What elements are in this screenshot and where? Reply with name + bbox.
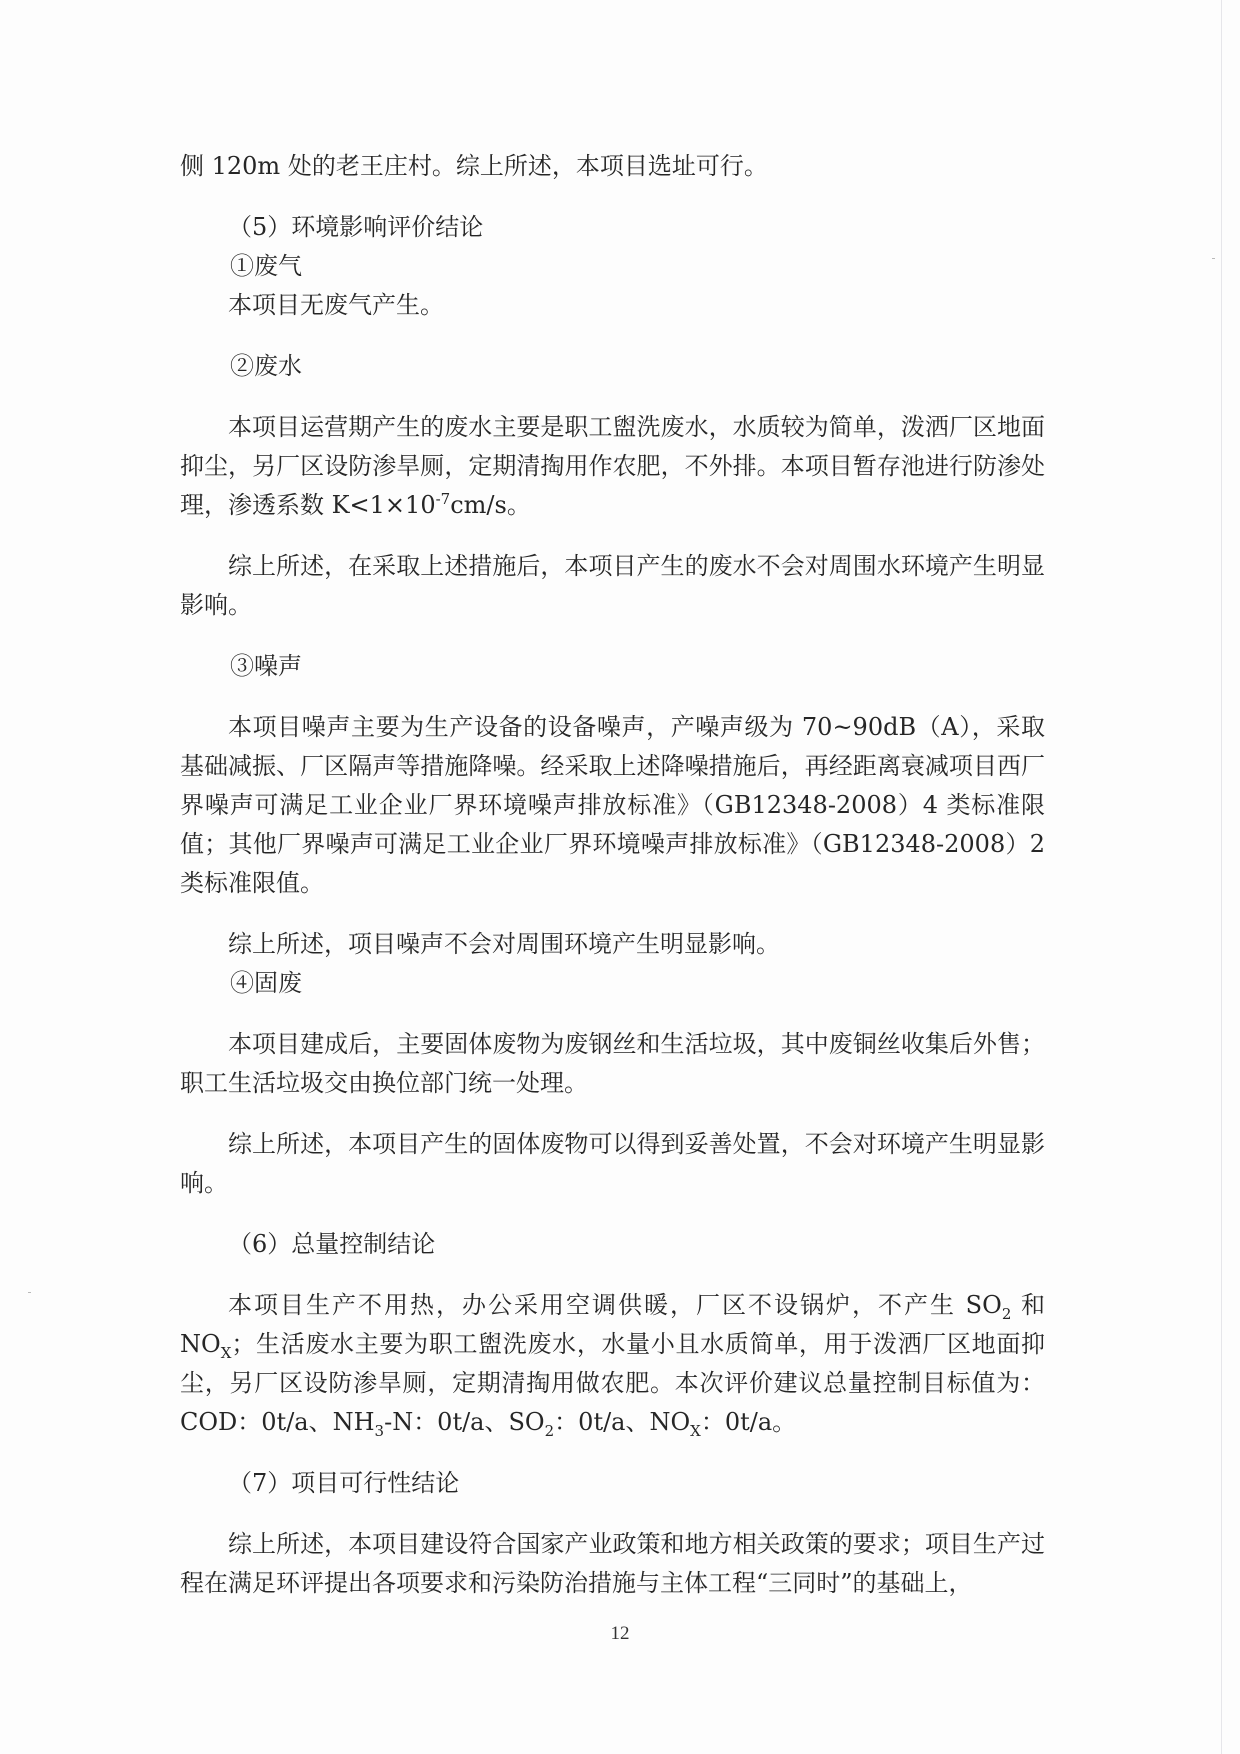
text-run: 本项目生产不用热，办公采用空调供暖，厂区不设锅炉，不产生 SO (228, 1291, 1002, 1319)
paragraph: 本项目无废气产生。 (228, 291, 444, 319)
subscript: X (690, 1421, 701, 1440)
text-run: ：0t/a。 (700, 1408, 797, 1436)
subsection-heading: ②废水 (230, 352, 302, 380)
paragraph: 综上所述，项目噪声不会对周围环境产生明显影响。 (228, 930, 780, 958)
text-run: -N：0t/a、SO (384, 1408, 545, 1436)
paragraph: 侧 120m 处的老王庄村。综上所述，本项目选址可行。 (180, 152, 768, 180)
paragraph: 综上所述，在采取上述措施后，本项目产生的废水不会对周围水环境产生明显影响。 (180, 552, 1045, 619)
subsection-heading: ④固废 (230, 969, 302, 997)
subscript: 3 (374, 1421, 385, 1440)
paragraph: 本项目建成后，主要固体废物为废钢丝和生活垃圾，其中废铜丝收集后外售；职工生活垃圾交由换位部门统一处理。 (180, 1030, 1045, 1097)
text-run: cm/s。 (450, 491, 531, 519)
text-run: ；生活废水主要为职工盥洗废水，水量小且水质简单，用于泼洒厂区地面抑尘，另厂区设防渗旱厕，定期清掏用做农肥。本次评价建议总量控制目标值为：COD：0t/a、NH (180, 1330, 1045, 1436)
text-run: 本项目运营期产生的废水主要是职工盥洗废水，水质较为简单，泼洒厂区地面抑尘，另厂区设防渗旱厕，定期清掏用作农肥，不外排。本项目暂存池进行防渗处理，渗透系数 K<1×10 (180, 413, 1045, 519)
section-heading: （5）环境影响评价结论 (228, 213, 484, 241)
subsection-heading: ③噪声 (230, 652, 302, 680)
document-body (180, 147, 1045, 1603)
paragraph: 综上所述，本项目建设符合国家产业政策和地方相关政策的要求；项目生产过程在满足环评提出各项要求和污染防治措施与主体工程“三同时”的基础上， (180, 1530, 1045, 1597)
section-heading: （6）总量控制结论 (228, 1230, 436, 1258)
section-heading: （7）项目可行性结论 (228, 1469, 460, 1497)
subscript: 2 (1001, 1304, 1012, 1323)
paragraph: 本项目噪声主要为生产设备的设备噪声，产噪声级为 70~90dB（A），采取基础减振、厂区隔声等措施降噪。经采取上述降噪措施后，再经距离衰减项目西厂界噪声可满足工业企业厂界环境噪声排放标准》（GB12348-2008）4 类标准限值；其他厂界噪声可满足工业企业厂界环境噪声排放标准》（GB12348-2008）2 类标准限值。 (180, 713, 1045, 897)
subsection-heading: ①废气 (230, 252, 302, 280)
text-run: 和 NO (180, 1291, 1045, 1358)
superscript: -7 (435, 490, 451, 508)
page-number: 12 (610, 1623, 630, 1644)
text-run: ：0t/a、NO (554, 1408, 691, 1436)
scan-speck (28, 1292, 31, 1293)
subscript: X (220, 1343, 232, 1362)
subscript: 2 (544, 1421, 555, 1440)
paragraph (180, 1286, 1045, 1442)
scan-speck (1212, 258, 1215, 259)
paragraph (180, 408, 1045, 525)
page-edge (1221, 0, 1222, 1754)
paragraph: 综上所述，本项目产生的固体废物可以得到妥善处置，不会对环境产生明显影响。 (180, 1130, 1045, 1197)
